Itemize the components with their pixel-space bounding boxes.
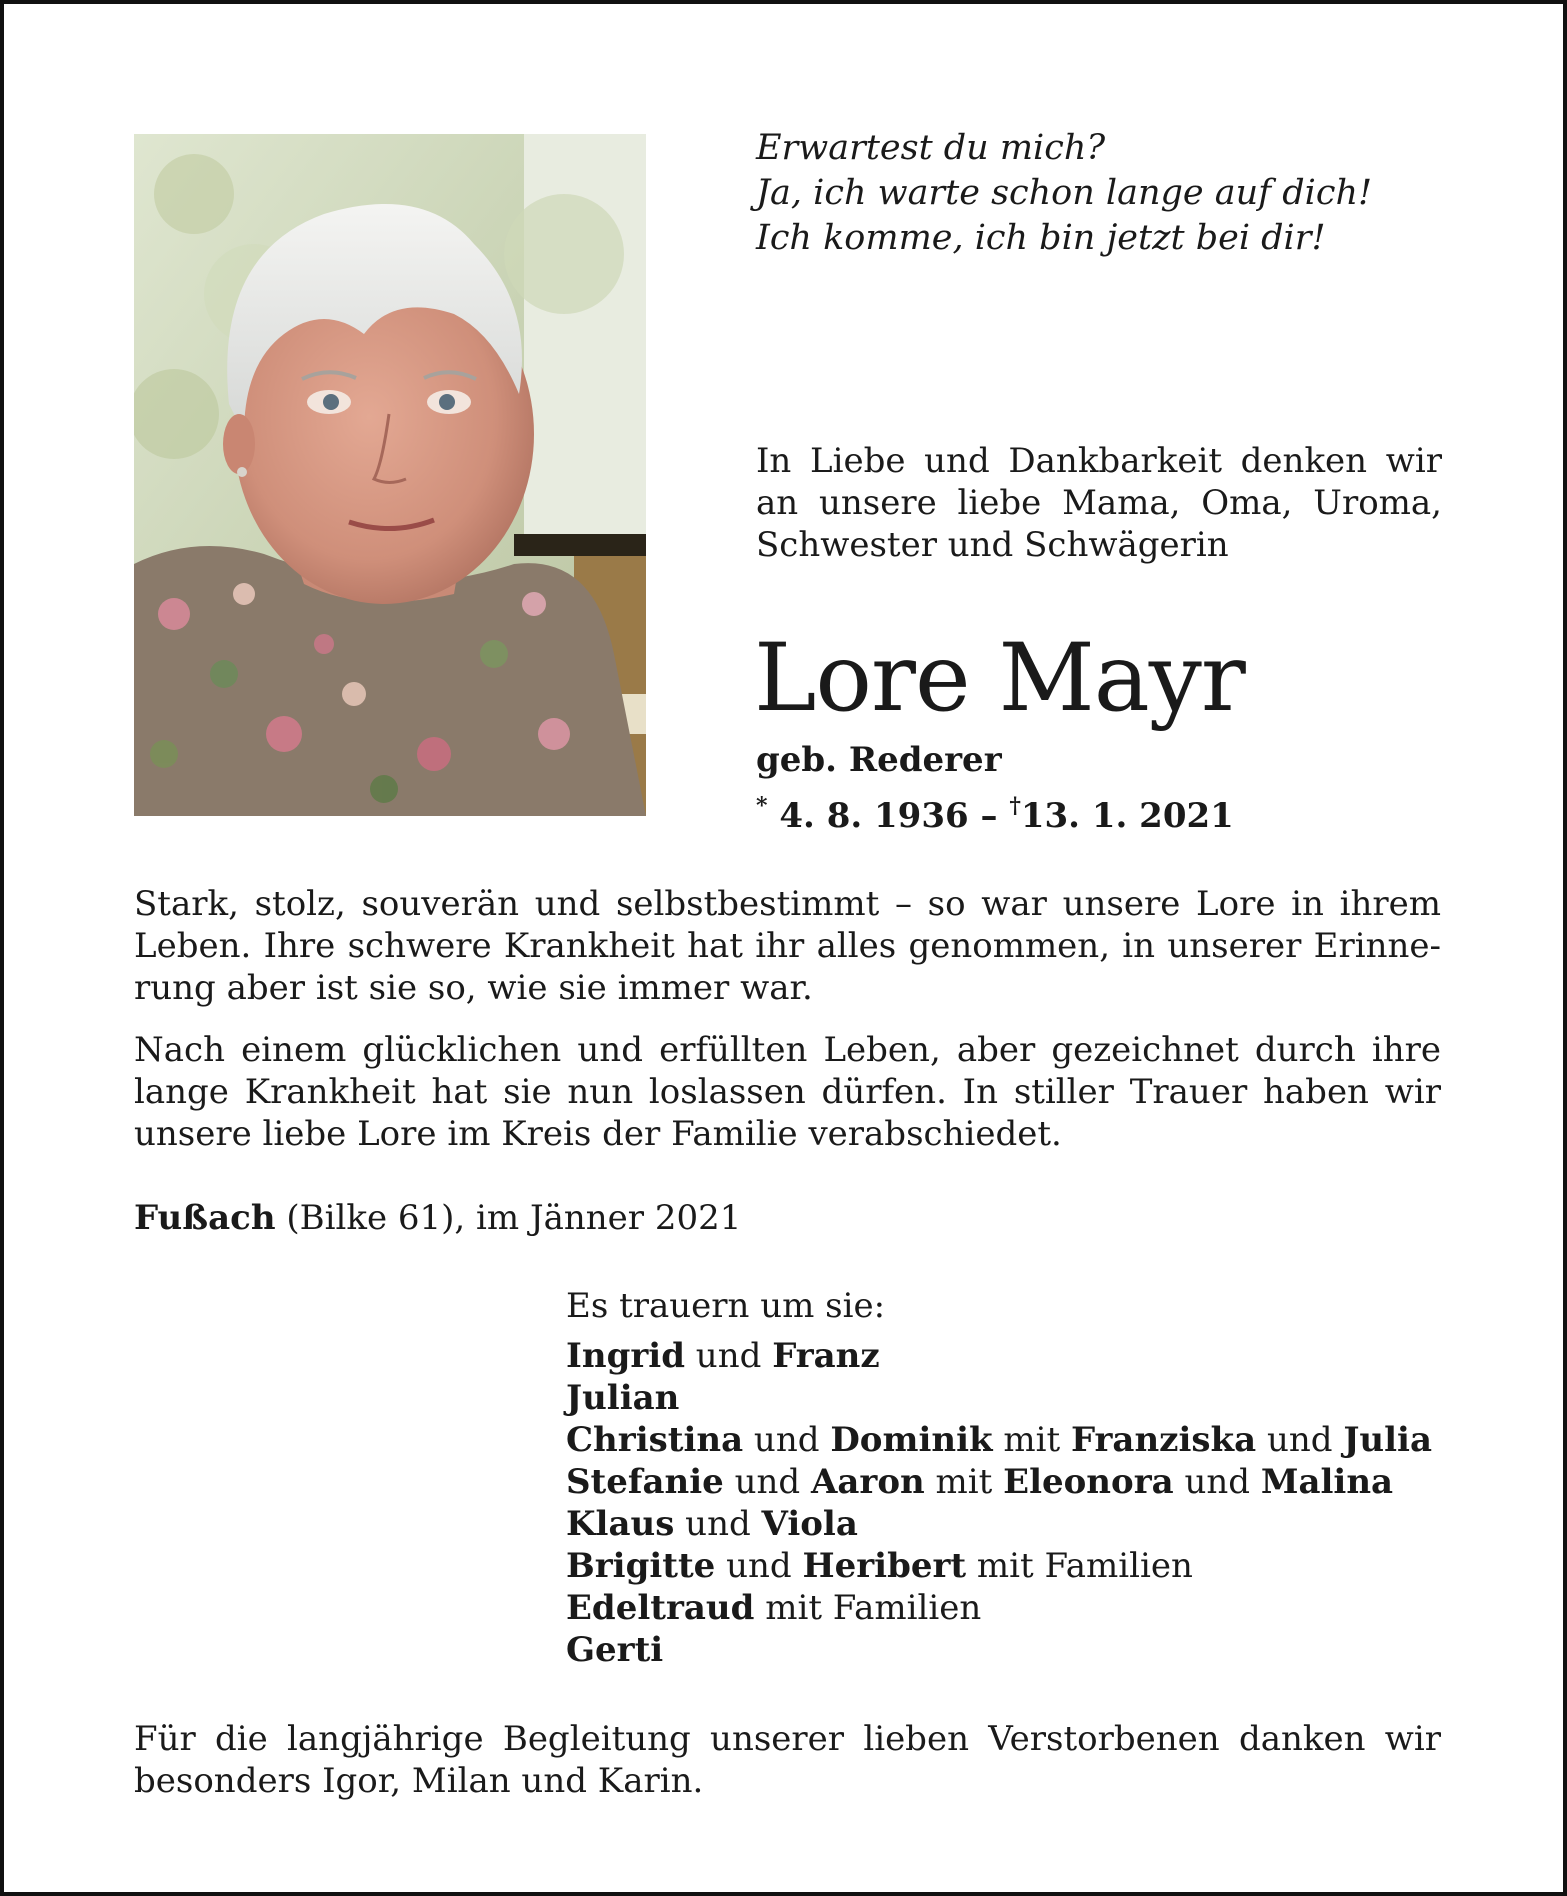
- mourner-name: Klaus: [566, 1504, 675, 1544]
- mourner-connector: und: [674, 1504, 762, 1544]
- intro-line: In Liebe und Dankbarkeit denken wir: [756, 441, 1442, 481]
- mourner-connector: und: [715, 1546, 803, 1586]
- town-name: Fußach: [134, 1198, 276, 1238]
- mourner-lines: [566, 1335, 1446, 1671]
- mourner-line: [566, 1545, 1446, 1587]
- mourner-name: Viola: [761, 1504, 858, 1544]
- thanks-paragraph: [134, 1718, 1441, 1802]
- mourner-name: Malina: [1260, 1462, 1394, 1502]
- mourner-name: Franziska: [1070, 1420, 1257, 1460]
- mourner-name: Eleonora: [1003, 1462, 1174, 1502]
- paragraph-line: Nach einem glücklichen und erfüllten Leben, aber gezeichnet durch ihre: [134, 1030, 1441, 1070]
- poem-line: Erwartest du mich?: [756, 128, 1106, 168]
- birth-date: 4. 8. 1936: [779, 796, 969, 836]
- mourner-line: [566, 1377, 1446, 1419]
- mourner-connector: und: [685, 1336, 773, 1376]
- mourner-name: Gerti: [566, 1630, 664, 1670]
- mourner-name: Brigitte: [566, 1546, 716, 1586]
- mourner-name: Edeltraud: [566, 1588, 755, 1628]
- mourner-name: Julian: [566, 1378, 680, 1418]
- address-date: (Bilke 61), im Jänner 2021: [275, 1198, 742, 1238]
- intro-line: an unsere liebe Mama, Oma, Uroma,: [756, 483, 1442, 523]
- mourner-connector: und: [1256, 1420, 1344, 1460]
- mourner-connector: und: [1173, 1462, 1261, 1502]
- poem-line: Ich komme, ich bin jetzt bei dir!: [756, 218, 1326, 258]
- poem-line: Ja, ich warte schon lange auf dich!: [756, 173, 1373, 213]
- death-date: 13. 1. 2021: [1020, 796, 1234, 836]
- mourner-connector: mit: [924, 1462, 1004, 1502]
- intro-text: [756, 440, 1442, 566]
- birth-symbol: *: [756, 793, 768, 819]
- poem-quote: [756, 126, 1446, 261]
- mourner-line: [566, 1503, 1446, 1545]
- mourner-line: [566, 1419, 1446, 1461]
- mourner-name: Stefanie: [566, 1462, 724, 1502]
- farewell-paragraph: [134, 1029, 1441, 1155]
- date-separator: –: [980, 796, 998, 836]
- mourner-name: Aaron: [811, 1462, 925, 1502]
- tribute-paragraph: [134, 883, 1441, 1009]
- paragraph-line: Leben. Ihre schwere Krankheit hat ihr alles genommen, in unserer Erinne-: [134, 926, 1441, 966]
- mourner-connector: mit: [992, 1420, 1071, 1460]
- mourner-connector: mit Familien: [754, 1588, 982, 1628]
- mourner-line: [566, 1629, 1446, 1671]
- deceased-name: Lore Mayr: [754, 624, 1245, 733]
- death-symbol: †: [1009, 793, 1021, 819]
- paragraph-line: Für die langjährige Begleitung unserer lieben Verstorbenen danken wir: [134, 1719, 1441, 1759]
- intro-line: Schwester und Schwägerin: [756, 525, 1229, 565]
- place-date-line: [134, 1197, 741, 1239]
- paragraph-line: unsere liebe Lore im Kreis der Familie verabschiedet.: [134, 1114, 1062, 1154]
- maiden-name: geb. Rederer: [756, 740, 1002, 780]
- portrait-image: [134, 134, 646, 816]
- paragraph-line: besonders Igor, Milan und Karin.: [134, 1761, 704, 1801]
- mourners-heading: Es trauern um sie:: [566, 1286, 886, 1326]
- mourner-name: Dominik: [830, 1420, 993, 1460]
- paragraph-line: Stark, stolz, souverän und selbstbestimmt – so war unsere Lore in ihrem: [134, 884, 1441, 924]
- mourner-connector: und: [743, 1420, 831, 1460]
- paragraph-line: rung aber ist sie so, wie sie immer war.: [134, 968, 813, 1008]
- mourner-connector: und: [723, 1462, 812, 1502]
- mourner-name: Ingrid: [566, 1336, 685, 1376]
- mourner-line: [566, 1461, 1446, 1503]
- mourner-name: Franz: [772, 1336, 880, 1376]
- mourners-list: [566, 1285, 1446, 1671]
- mourner-connector: mit Familien: [966, 1546, 1193, 1586]
- mourner-name: Julia: [1343, 1420, 1432, 1460]
- mourner-line: [566, 1335, 1446, 1377]
- life-dates: [756, 786, 1234, 836]
- paragraph-line: lange Krankheit hat sie nun loslassen dürfen. In stiller Trauer haben wir: [134, 1072, 1441, 1112]
- mourner-name: Heribert: [802, 1546, 967, 1586]
- portrait-photo: [134, 134, 646, 816]
- mourner-name: Christina: [566, 1420, 744, 1460]
- mourner-line: [566, 1587, 1446, 1629]
